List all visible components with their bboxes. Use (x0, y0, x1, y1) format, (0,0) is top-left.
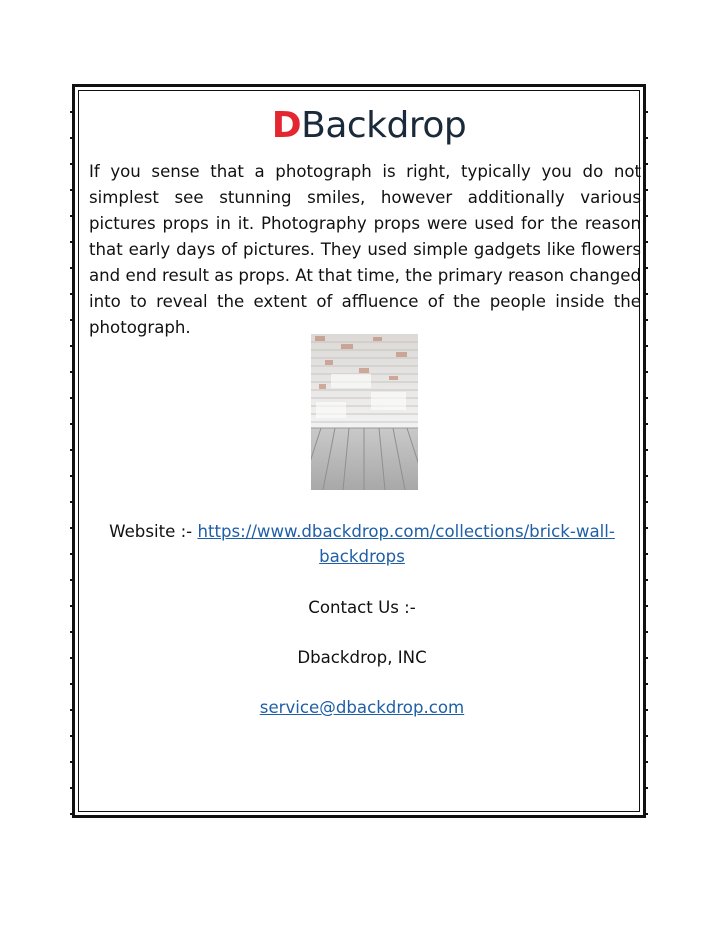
website-info (79, 519, 645, 569)
website-label: Website :- (109, 522, 198, 541)
email-row (79, 695, 645, 720)
body-paragraph: If you sense that a photograph is right, typically you do not simplest see stunning smiles, however additionally various pictures props in it. Photography props were used for the reason that early days of pictures. They used simple gadgets like flowers and end result as props. At that time, the primary reason changed into to reveal the extent of affluence of the people inside the photograph. (89, 162, 641, 337)
website-link[interactable] (197, 522, 614, 566)
frame-ticks-right (646, 87, 648, 815)
document-frame (72, 84, 646, 818)
document-frame-inner (78, 90, 640, 812)
frame-ticks-left (70, 87, 72, 815)
email-link[interactable]: service@dbackdrop.com (259, 698, 465, 717)
website-url-line2: backdrops (319, 547, 405, 566)
logo-wordmark: Backdrop (301, 104, 467, 146)
brick-wall-backdrop-photo (311, 334, 418, 490)
dbackdrop-logo (269, 103, 469, 147)
logo-initial: D (271, 104, 302, 146)
contact-label: Contact Us :- (308, 598, 416, 617)
website-url-line1: https://www.dbackdrop.com/collections/brick-wall- (197, 522, 615, 541)
company-name: Dbackdrop, INC (297, 648, 427, 667)
